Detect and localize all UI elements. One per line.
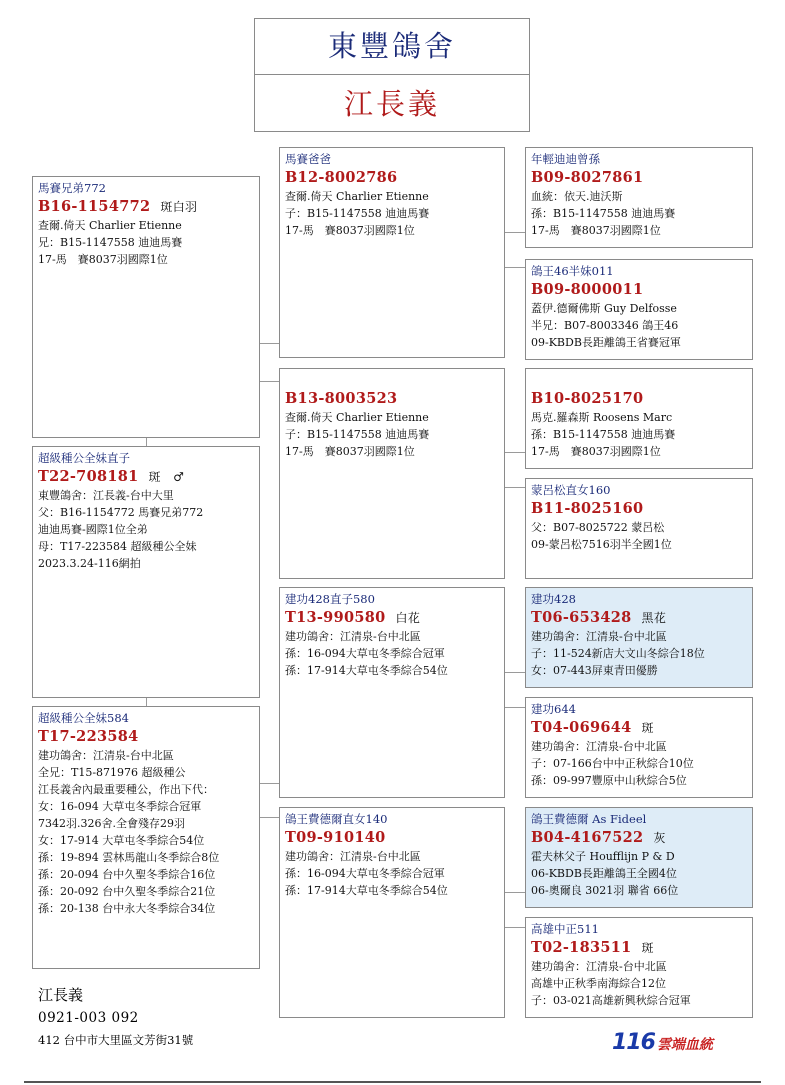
logo-number: 116 (612, 1030, 655, 1055)
pigeon-title: 建功428直子580 (285, 592, 375, 606)
ring-number (531, 938, 747, 958)
contact-address: 412 台中市大里區文芳街31號 (38, 1033, 194, 1047)
ring-id: B04-4167522 (531, 829, 644, 846)
info-line: 孫：16-094大草屯冬季綜合冠軍 (285, 647, 445, 660)
info-line: 父：B16-1154772 馬賽兄弟772 (38, 506, 204, 519)
connector-dam-dd (259, 817, 279, 818)
dsd-box (525, 697, 753, 798)
connector-sire-sd (259, 381, 279, 382)
sss-box (525, 147, 753, 248)
color-attr: 斑白羽 (160, 200, 198, 214)
info-line: 17-馬 賽8037羽國際1位 (285, 445, 415, 458)
connector-sire-ss (259, 343, 279, 344)
pigeon-title: 馬賽爸爸 (285, 152, 331, 166)
info-line: 孫：20-092 台中久聖冬季綜合21位 (38, 885, 216, 898)
ssd-box (525, 259, 753, 360)
info-line: 建功鴿舍：江清泉-台中北區 (38, 749, 174, 762)
color-attr: 白花 (395, 611, 421, 625)
ring-number (38, 467, 254, 487)
ring-number (285, 168, 499, 188)
subject-box (32, 446, 260, 698)
ring-id: B16-1154772 (38, 198, 151, 215)
info-line: 子：B15-1147558 迪迪馬賽 (285, 207, 430, 220)
info-line: 06-KBDB長距離鴿王全國4位 (531, 867, 677, 880)
info-line: 半兄：B07-8003346 鴿王46 (531, 319, 679, 332)
color-attr: 黑花 (641, 611, 667, 625)
sdd-box (525, 478, 753, 579)
info-line: 建功鴿舍：江清泉-台中北區 (285, 630, 421, 643)
ring-id: T04-069644 (531, 719, 632, 736)
info-line: 孫：19-894 雲林馬龍山冬季綜合8位 (38, 851, 220, 864)
pigeon-title: 建功428 (531, 592, 576, 606)
ring-number (285, 389, 499, 409)
ring-number (38, 727, 254, 747)
connector-ss-sss (504, 232, 525, 233)
pigeon-title: 高雄中正511 (531, 922, 599, 936)
sd-box (279, 368, 505, 579)
dd-box (279, 807, 505, 1018)
dds-box (525, 807, 753, 908)
ring-id: B10-8025170 (531, 390, 644, 407)
pigeon-title: 鴿王費德爾直女140 (285, 812, 388, 826)
info-line: 建功鴿舍：江清泉-台中北區 (531, 960, 667, 973)
info-line: 馬克.羅森斯 Roosens Marc (531, 411, 673, 424)
connector-sd-sdd (504, 487, 525, 488)
connector-ds-dss (504, 672, 525, 673)
info-line: 子：07-166台中中正秋綜合10位 (531, 757, 694, 770)
info-line: 17-馬 賽8037羽國際1位 (285, 224, 415, 237)
pigeon-title: 年輕迪迪曾孫 (531, 152, 600, 166)
info-line: 孫：20-094 台中久聖冬季綜合16位 (38, 868, 216, 881)
ring-number (531, 718, 747, 738)
pigeon-title: 蒙呂松直女160 (531, 483, 611, 497)
info-line: 建功鴿舍：江清泉-台中北區 (285, 850, 421, 863)
info-line: 17-馬 賽8037羽國際1位 (531, 224, 661, 237)
info-line: 迪迪馬賽-國際1位全弟 (38, 523, 148, 536)
ring-number (38, 197, 254, 217)
ds-box (279, 587, 505, 798)
ring-number (285, 608, 499, 628)
connector-ds-dsd (504, 707, 525, 708)
color-attr: 斑 (641, 721, 654, 735)
info-line: 06-奧爾良 3021羽 聯省 66位 (531, 884, 679, 897)
info-line: 建功鴿舍：江清泉-台中北區 (531, 630, 667, 643)
info-line: 孫：17-914大草屯冬季綜合54位 (285, 664, 448, 677)
connector-dd-ddd (504, 927, 525, 928)
info-line: 17-馬 賽8037羽國際1位 (531, 445, 661, 458)
info-line: 蓋伊.德爾佛斯 Guy Delfosse (531, 302, 677, 315)
sire-box (32, 176, 260, 438)
info-line: 孫：17-914大草屯冬季綜合54位 (285, 884, 448, 897)
pigeon-title: 建功644 (531, 702, 576, 716)
ddd-box (525, 917, 753, 1018)
pigeon-title: 超級種公全妹584 (38, 711, 129, 725)
info-line: 孫：B15-1147558 迪迪馬賽 (531, 207, 676, 220)
connector-dd-dds (504, 892, 525, 893)
info-line: 母：T17-223584 超級種公全妹 (38, 540, 197, 553)
yunduan-logo (612, 1030, 713, 1055)
ring-id: T02-183511 (531, 939, 632, 956)
ring-id: B09-8027861 (531, 169, 644, 186)
info-line: 孫：16-094大草屯冬季綜合冠軍 (285, 867, 445, 880)
info-line: 孫：B15-1147558 迪迪馬賽 (531, 428, 676, 441)
info-line: 女：17-914 大草屯冬季綜合54位 (38, 834, 205, 847)
ring-id: B09-8000011 (531, 281, 644, 298)
ring-id: B11-8025160 (531, 500, 644, 517)
ring-id: T22-708181 (38, 468, 139, 485)
info-line: 子：03-021高雄新興秋綜合冠軍 (531, 994, 691, 1007)
info-line: 09-KBDB長距離鴿王省賽冠軍 (531, 336, 681, 349)
info-line: 高雄中正秋季南海綜合12位 (531, 977, 666, 990)
connector-ss-ssd (504, 267, 525, 268)
ring-id: T13-990580 (285, 609, 386, 626)
ring-number (285, 828, 499, 848)
ring-number (531, 168, 747, 188)
info-line: 孫：20-138 台中永大冬季綜合34位 (38, 902, 216, 915)
pigeon-title: 鴿王費德爾 As Fideel (531, 812, 647, 826)
color-attr: 灰 (653, 831, 666, 845)
contact-phone: 0921-003 092 (38, 1010, 139, 1026)
info-line: 子：B15-1147558 迪迪馬賽 (285, 428, 430, 441)
info-line: 建功鴿舍：江清泉-台中北區 (531, 740, 667, 753)
pigeon-title: 超級種公全妹直子 (38, 451, 130, 465)
info-line: 查爾.倚天 Charlier Etienne (38, 219, 182, 232)
ring-number (531, 389, 747, 409)
connector-dam-ds (259, 783, 279, 784)
logo-text: 雲端血統 (656, 1037, 713, 1053)
info-line: 查爾.倚天 Charlier Etienne (285, 411, 429, 424)
info-line: 全兄：T15-871976 超級種公 (38, 766, 186, 779)
contact-name: 江長義 (38, 986, 84, 1004)
info-line: 查爾.倚天 Charlier Etienne (285, 190, 429, 203)
pigeon-title (531, 372, 747, 389)
header-box (254, 18, 530, 132)
ring-id: T17-223584 (38, 728, 139, 745)
info-line: 女：16-094 大草屯冬季綜合冠軍 (38, 800, 202, 813)
ring-number (531, 499, 747, 519)
info-line: 霍夫林父子 Houfflijn P & D (531, 850, 675, 863)
pigeon-title (285, 372, 499, 389)
ring-id: B12-8002786 (285, 169, 398, 186)
info-line: 孫：09-997豐原中山秋綜合5位 (531, 774, 687, 787)
info-line: 子：11-524新店大文山冬綜合18位 (531, 647, 705, 660)
info-line: 血統：依天.迪沃斯 (531, 190, 623, 203)
info-line: 東豐鴿舍：江長義-台中大里 (38, 489, 174, 502)
info-line: 父：B07-8025722 蒙呂松 (531, 521, 665, 534)
info-line: 09-蒙呂松7516羽半全國1位 (531, 538, 672, 551)
ring-number (531, 608, 747, 628)
sds-box (525, 368, 753, 469)
info-line: 7342羽.326舍.全會殘存29羽 (38, 817, 185, 830)
color-attr: 斑 ♂ (148, 470, 185, 484)
info-line: 江長義舍內最重要種公，作出下代： (38, 783, 214, 796)
info-line: 兄：B15-1147558 迪迪馬賽 (38, 236, 183, 249)
ring-id: B13-8003523 (285, 390, 398, 407)
pigeon-title: 鴿王46半妹011 (531, 264, 614, 278)
info-line: 17-馬 賽8037羽國際1位 (38, 253, 168, 266)
connector-sd-sds (504, 452, 525, 453)
bottom-divider (24, 1081, 761, 1083)
info-line: 女：07-443屏東青田優勝 (531, 664, 658, 677)
ring-id: T09-910140 (285, 829, 386, 846)
dss-box (525, 587, 753, 688)
ring-number (531, 280, 747, 300)
dam-box (32, 706, 260, 969)
owner-name: 江長義 (343, 87, 440, 121)
ring-id: T06-653428 (531, 609, 632, 626)
color-attr: 斑 (641, 941, 654, 955)
contact-block (38, 983, 193, 1051)
ss-box (279, 147, 505, 358)
info-line: 2023.3.24-116網拍 (38, 557, 141, 570)
loft-name: 東豐鴿舍 (255, 19, 529, 75)
ring-number (531, 828, 747, 848)
pigeon-title: 馬賽兄弟772 (38, 181, 106, 195)
